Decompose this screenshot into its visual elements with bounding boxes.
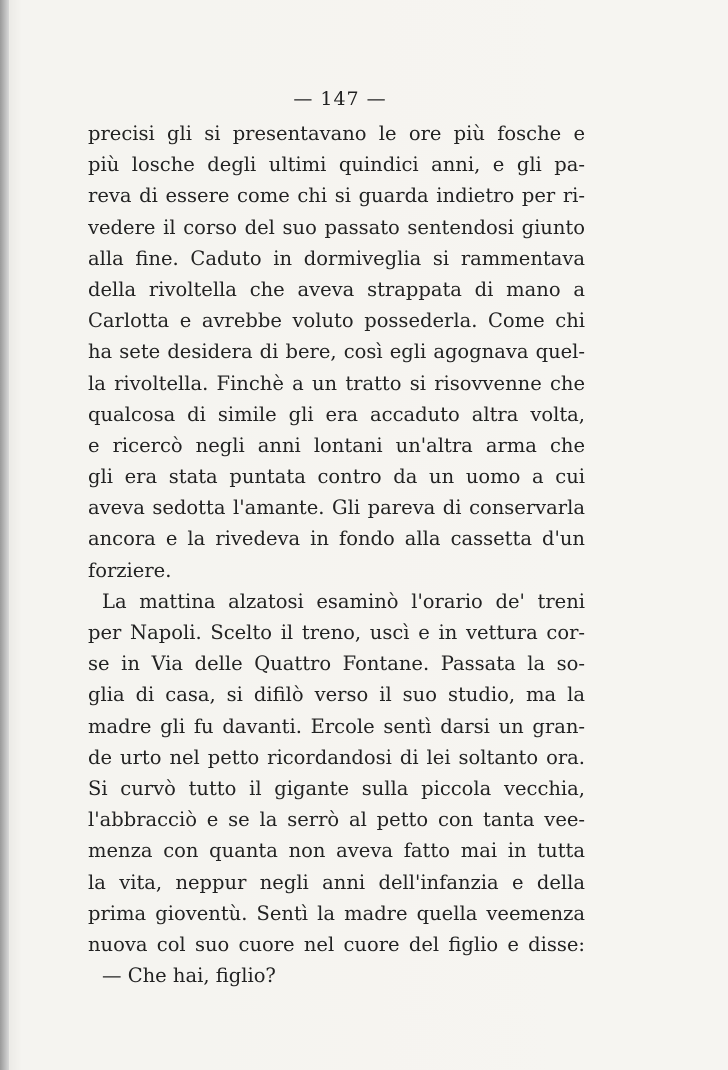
- page-number: — 147 —: [293, 88, 387, 110]
- text-line: menza con quanta non aveva fatto mai in tutta: [88, 839, 585, 863]
- text-line: la vita, neppur negli anni dell'infanzia e della: [88, 870, 585, 894]
- text-line: ha sete desidera di bere, così egli agognava quel-: [88, 340, 585, 364]
- text-line: vedere il corso del suo passato sentendosi giunto: [88, 215, 585, 239]
- text-line: Si curvò tutto il gigante sulla piccola vecchia,: [88, 776, 585, 800]
- text-line: della rivoltella che aveva strappata di mano a: [88, 277, 585, 301]
- text-line: qualcosa di simile gli era accaduto altra volta,: [88, 402, 585, 426]
- paragraph-start-line: La mattina alzatosi esaminò l'orario de' treni: [102, 589, 585, 613]
- text-line: più losche degli ultimi quindici anni, e gli pa-: [88, 153, 585, 177]
- paragraph-end-line: forziere.: [88, 558, 172, 582]
- text-line: aveva sedotta l'amante. Gli pareva di conservarla: [88, 496, 585, 520]
- page-spine-edge: [0, 0, 9, 1070]
- text-line: Carlotta e avrebbe voluto possederla. Come chi: [88, 309, 585, 333]
- text-line: la rivoltella. Finchè a un tratto si risovvenne che: [88, 371, 585, 395]
- text-line: nuova col suo cuore nel cuore del figlio e disse:: [88, 932, 585, 956]
- text-line: per Napoli. Scelto il treno, uscì e in vettura cor-: [88, 621, 585, 644]
- text-line: se in Via delle Quattro Fontane. Passata la so-: [88, 652, 585, 676]
- text-line: alla fine. Caduto in dormiveglia si rammentava: [88, 246, 585, 270]
- text-line: de urto nel petto ricordandosi di lei soltanto ora.: [88, 745, 585, 769]
- text-line: e ricercò negli anni lontani un'altra arma che: [88, 433, 585, 457]
- text-line: precisi gli si presentavano le ore più fosche e: [88, 122, 585, 145]
- text-line: madre gli fu davanti. Ercole sentì darsi un gran-: [88, 714, 585, 738]
- dialogue-line: — Che hai, figlio?: [102, 964, 276, 988]
- body-text: [88, 118, 585, 991]
- text-line: reva di essere come chi si guarda indietro per ri-: [88, 184, 585, 208]
- text-line: ancora e la rivedeva in fondo alla cassetta d'un: [88, 527, 585, 551]
- text-line: l'abbracciò e se la serrò al petto con tanta vee-: [88, 808, 585, 832]
- text-line: prima gioventù. Sentì la madre quella veemenza: [88, 901, 585, 925]
- text-line: glia di casa, si difilò verso il suo studio, ma la: [88, 683, 585, 707]
- text-line: gli era stata puntata contro da un uomo a cui: [88, 465, 585, 489]
